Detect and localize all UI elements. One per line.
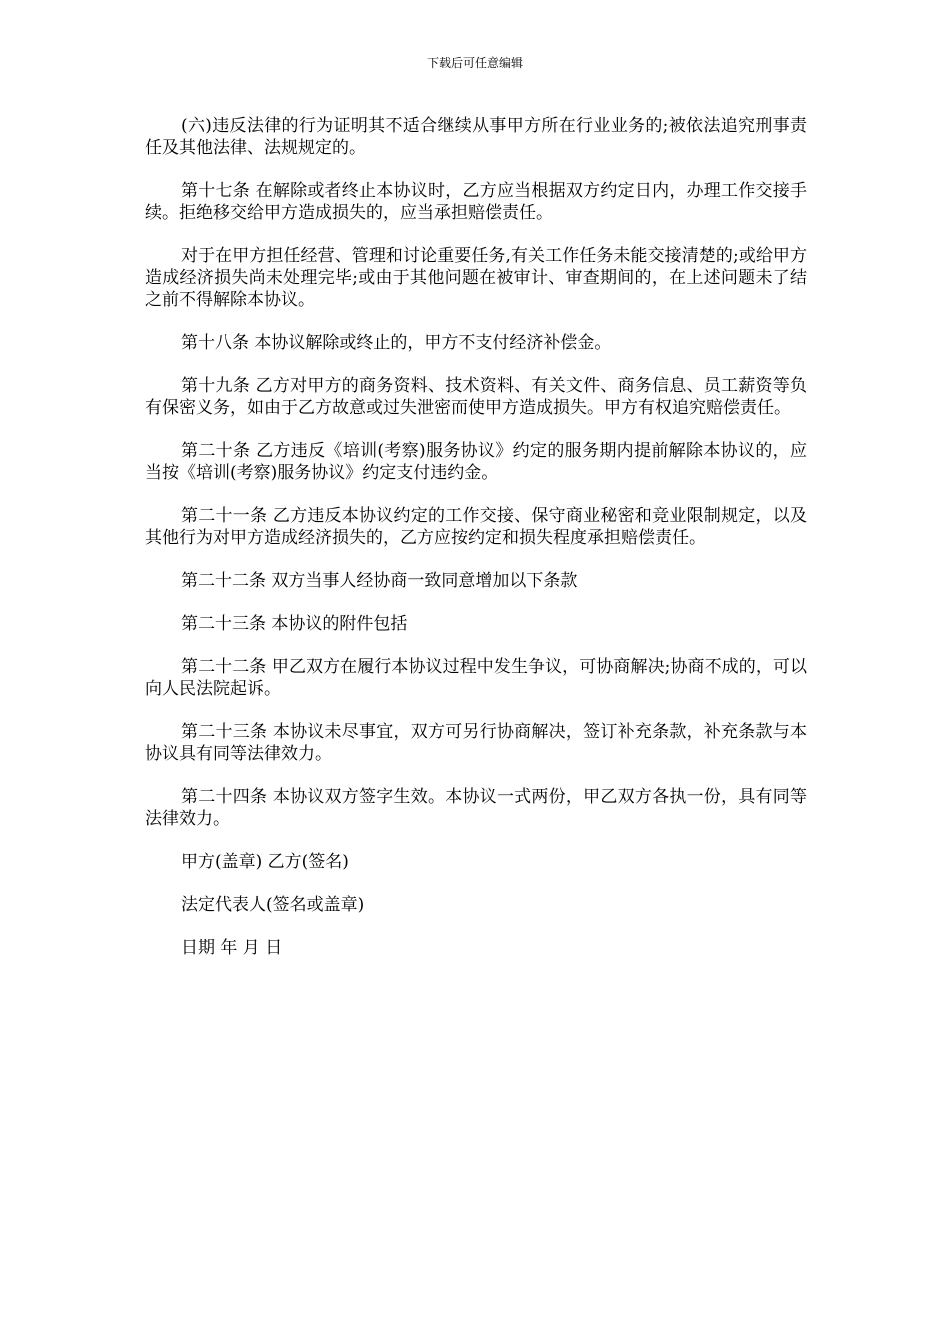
paragraph-article-24: 第二十四条 本协议双方签字生效。本协议一式两份，甲乙双方各执一份，具有同等法律效力。 <box>145 787 807 829</box>
paragraph-article-21: 第二十一条 乙方违反本协议约定的工作交接、保守商业秘密和竞业限制规定，以及其他行为对甲方造成经济损失的，乙方应按约定和损失程度承担赔偿责任。 <box>145 506 807 548</box>
paragraph-article-22b: 第二十二条 甲乙双方在履行本协议过程中发生争议，可协商解决;协商不成的，可以向人民法院起诉。 <box>145 657 807 699</box>
paragraph-article-17: 第十七条 在解除或者终止本协议时，乙方应当根据双方约定日内，办理工作交接手续。拒绝移交给甲方造成损失的，应当承担赔偿责任。 <box>145 181 807 223</box>
paragraph-article-19: 第十九条 乙方对甲方的商务资料、技术资料、有关文件、商务信息、员工薪资等负有保密义务，如由于乙方故意或过失泄密而使甲方造成损失。甲方有权追究赔偿责任。 <box>145 376 807 418</box>
signature-date: 日期 年 月 日 <box>181 938 283 958</box>
paragraph-article-17-detail: 对于在甲方担任经营、管理和讨论重要任务,有关工作任务未能交接清楚的;或给甲方造成经济损失尚未处理完毕;或由于其他问题在被审计、审查期间的，在上述问题未了结之前不得解除本协议。 <box>145 246 807 310</box>
paragraph-article-18: 第十八条 本协议解除或终止的，甲方不支付经济补偿金。 <box>181 333 612 353</box>
document-body <box>145 115 807 980</box>
paragraph-clause-6: (六)违反法律的行为证明其不适合继续从事甲方所在行业业务的;被依法追究刑事责任及其他法律、法规规定的。 <box>145 116 807 158</box>
paragraph-article-20: 第二十条 乙方违反《培训(考察)服务协议》约定的服务期内提前解除本协议的，应当按《培训(考察)服务协议》约定支付违约金。 <box>145 441 807 483</box>
paragraph-article-23a: 第二十三条 本协议的附件包括 <box>181 614 408 634</box>
signature-parties: 甲方(盖章) 乙方(签名) <box>181 852 349 872</box>
signature-legal-rep: 法定代表人(签名或盖章) <box>181 895 365 915</box>
page-header: 下载后可任意编辑 <box>426 56 523 70</box>
paragraph-article-23b: 第二十三条 本协议未尽事宜，双方可另行协商解决，签订补充条款，补充条款与本协议具有同等法律效力。 <box>145 722 807 764</box>
paragraph-article-22a: 第二十二条 双方当事人经协商一致同意增加以下条款 <box>181 571 578 591</box>
